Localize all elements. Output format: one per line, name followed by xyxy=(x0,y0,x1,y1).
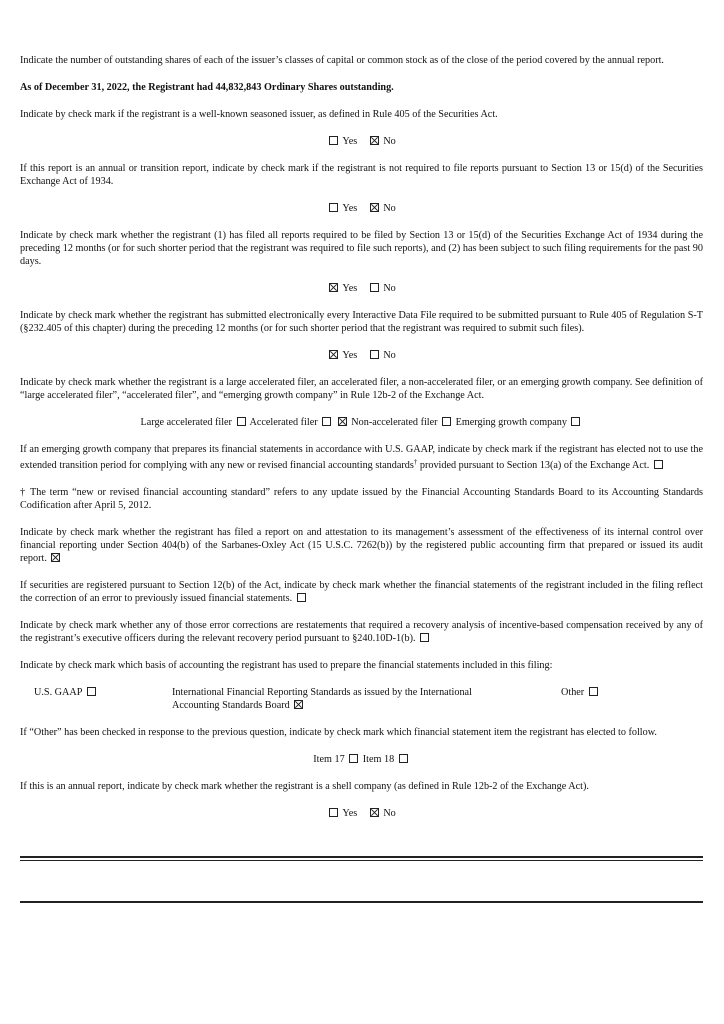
item17-label: Item 17 xyxy=(313,754,345,765)
accelerated-filer-checkbox[interactable] xyxy=(322,417,331,426)
filed-reports-question: Indicate by check mark whether the registrant (1) has filed all reports required to be filed by Section 13 or 15(d) of the Securities Exchange Act of 1934 during the preceding 12 months (or for such shorter period that the registrant was required to file such reports), and (2) has been subject to such filing requirements for the past 90 days. xyxy=(20,230,703,267)
item-choices xyxy=(20,753,703,766)
other-basis-checkbox[interactable] xyxy=(589,687,598,696)
wksi-question: Indicate by check mark if the registrant is a well-known seasoned issuer, as defined in Rule 405 of the Securities Act. xyxy=(20,109,498,120)
transition-period-text: If an emerging growth company that prepares its financial statements in accordance with U.S. GAAP, indicate by check mark if the registrant has elected not to use the extended transition period for complying with any new or revised financial accounting standards xyxy=(20,444,703,471)
wksi-no-checkbox[interactable] xyxy=(370,136,379,145)
filed-reports-no-checkbox[interactable] xyxy=(370,283,379,292)
not-required-choices xyxy=(20,202,703,215)
transition-period-question xyxy=(20,443,703,472)
outstanding-shares-instruction: Indicate the number of outstanding shares of each of the issuer’s classes of capital or common stock as of the close of the period covered by the annual report. xyxy=(20,55,664,66)
non-accelerated-filer-label: Non-accelerated filer xyxy=(351,417,438,428)
accounting-basis-question: Indicate by check mark which basis of accounting the registrant has used to prepare the financial statements included in this filing: xyxy=(20,660,553,671)
shares-outstanding-statement: As of December 31, 2022, the Registrant had 44,832,843 Ordinary Shares outstanding. xyxy=(20,82,394,93)
page-divider-top-thin xyxy=(20,860,703,861)
page-divider-top xyxy=(20,856,703,858)
us-gaap-option xyxy=(34,686,98,699)
interactive-data-choices xyxy=(20,349,703,362)
non-accelerated-filer-checkbox[interactable] xyxy=(338,417,347,426)
accounting-basis-choices xyxy=(20,686,703,714)
document-page xyxy=(20,54,703,834)
filer-status-question: Indicate by check mark whether the registrant is a large accelerated filer, an accelerated filer, a non-accelerated filer, or an emerging growth company. See definition of “large accelerated filer”, “accelerated filer”, and “emerging growth company” in Rule 12b-2 of the Exchange Act. xyxy=(20,377,703,401)
shell-company-no-label: No xyxy=(383,808,396,819)
internal-control-text: Indicate by check mark whether the registrant has filed a report on and attestation to its management’s assessment of the effectiveness of its internal control over financial reporting under Section 404(b) of the Sarbanes-Oxley Act (15 U.S.C. 7262(b)) by the registered public accounting firm that prepared or issued its audit report. xyxy=(20,527,703,564)
shell-company-choices xyxy=(20,807,703,820)
large-accelerated-filer-checkbox[interactable] xyxy=(237,417,246,426)
transition-period-text-end: provided pursuant to Section 13(a) of the Exchange Act. xyxy=(417,460,650,471)
other-basis-label: Other xyxy=(561,687,585,698)
interactive-data-question: Indicate by check mark whether the registrant has submitted electronically every Interactive Data File required to be submitted pursuant to Rule 405 of Regulation S-T (§232.405 of this chapter) during the preceding 12 months (or for such shorter period that the registrant was required to submit such files). xyxy=(20,310,703,334)
recovery-analysis-question xyxy=(20,619,703,645)
non-accelerated-trailing-checkbox[interactable] xyxy=(442,417,451,426)
not-required-no-checkbox[interactable] xyxy=(370,203,379,212)
wksi-no-label: No xyxy=(383,136,396,147)
ifrs-checkbox[interactable] xyxy=(294,700,303,709)
shell-company-question: If this is an annual report, indicate by check mark whether the registrant is a shell company (as defined in Rule 12b-2 of the Exchange Act). xyxy=(20,781,589,792)
large-accelerated-filer-label: Large accelerated filer xyxy=(140,417,232,428)
other-item-question: If “Other” has been checked in response to the previous question, indicate by check mark which financial statement item the registrant has elected to follow. xyxy=(20,727,657,738)
shell-company-yes-checkbox[interactable] xyxy=(329,808,338,817)
accelerated-filer-label: Accelerated filer xyxy=(249,417,318,428)
interactive-data-yes-label: Yes xyxy=(342,350,358,361)
wksi-yes-checkbox[interactable] xyxy=(329,136,338,145)
internal-control-checkbox[interactable] xyxy=(51,553,60,562)
filed-reports-no-label: No xyxy=(383,283,396,294)
not-required-no-label: No xyxy=(383,203,396,214)
not-required-question: If this report is an annual or transition report, indicate by check mark if the registrant is not required to file reports pursuant to Section 13 or 15(d) of the Securities Exchange Act of 1934. xyxy=(20,163,703,187)
item17-checkbox[interactable] xyxy=(349,754,358,763)
error-correction-question xyxy=(20,579,703,605)
recovery-analysis-checkbox[interactable] xyxy=(420,633,429,642)
shell-company-no-checkbox[interactable] xyxy=(370,808,379,817)
filed-reports-yes-label: Yes xyxy=(342,283,358,294)
page-divider-bottom xyxy=(20,901,703,903)
item18-label: Item 18 xyxy=(362,754,395,765)
interactive-data-no-checkbox[interactable] xyxy=(370,350,379,359)
other-basis-option xyxy=(561,686,600,699)
emerging-growth-label: Emerging growth company xyxy=(455,417,567,428)
filer-status-choices xyxy=(20,416,703,429)
ifrs-label: International Financial Reporting Standards as issued by the International Accounting Standards Board xyxy=(172,687,472,711)
emerging-growth-checkbox[interactable] xyxy=(571,417,580,426)
not-required-yes-label: Yes xyxy=(342,203,358,214)
interactive-data-yes-checkbox[interactable] xyxy=(329,350,338,359)
interactive-data-no-label: No xyxy=(383,350,396,361)
accounting-standard-footnote: † The term “new or revised financial accounting standard” refers to any update issued by the Financial Accounting Standards Board to its Accounting Standards Codification after April 5, 2012. xyxy=(20,487,703,511)
not-required-yes-checkbox[interactable] xyxy=(329,203,338,212)
filed-reports-choices xyxy=(20,282,703,295)
ifrs-option xyxy=(172,686,512,712)
recovery-analysis-text: Indicate by check mark whether any of those error corrections are restatements that required a recovery analysis of incentive-based compensation received by any of the registrant’s executive officers during the relevant recovery period pursuant to §240.10D-1(b). xyxy=(20,620,703,644)
shell-company-yes-label: Yes xyxy=(342,808,358,819)
dagger-mark: † xyxy=(413,458,418,466)
us-gaap-checkbox[interactable] xyxy=(87,687,96,696)
internal-control-question xyxy=(20,526,703,565)
error-correction-checkbox[interactable] xyxy=(297,593,306,602)
transition-period-checkbox[interactable] xyxy=(654,460,663,469)
item18-checkbox[interactable] xyxy=(399,754,408,763)
wksi-yes-label: Yes xyxy=(342,136,358,147)
error-correction-text: If securities are registered pursuant to Section 12(b) of the Act, indicate by check mark whether the financial statements of the registrant included in the filing reflect the correction of an error to previously issued financial statements. xyxy=(20,580,703,604)
filed-reports-yes-checkbox[interactable] xyxy=(329,283,338,292)
wksi-choices xyxy=(20,135,703,148)
us-gaap-label: U.S. GAAP xyxy=(34,687,83,698)
